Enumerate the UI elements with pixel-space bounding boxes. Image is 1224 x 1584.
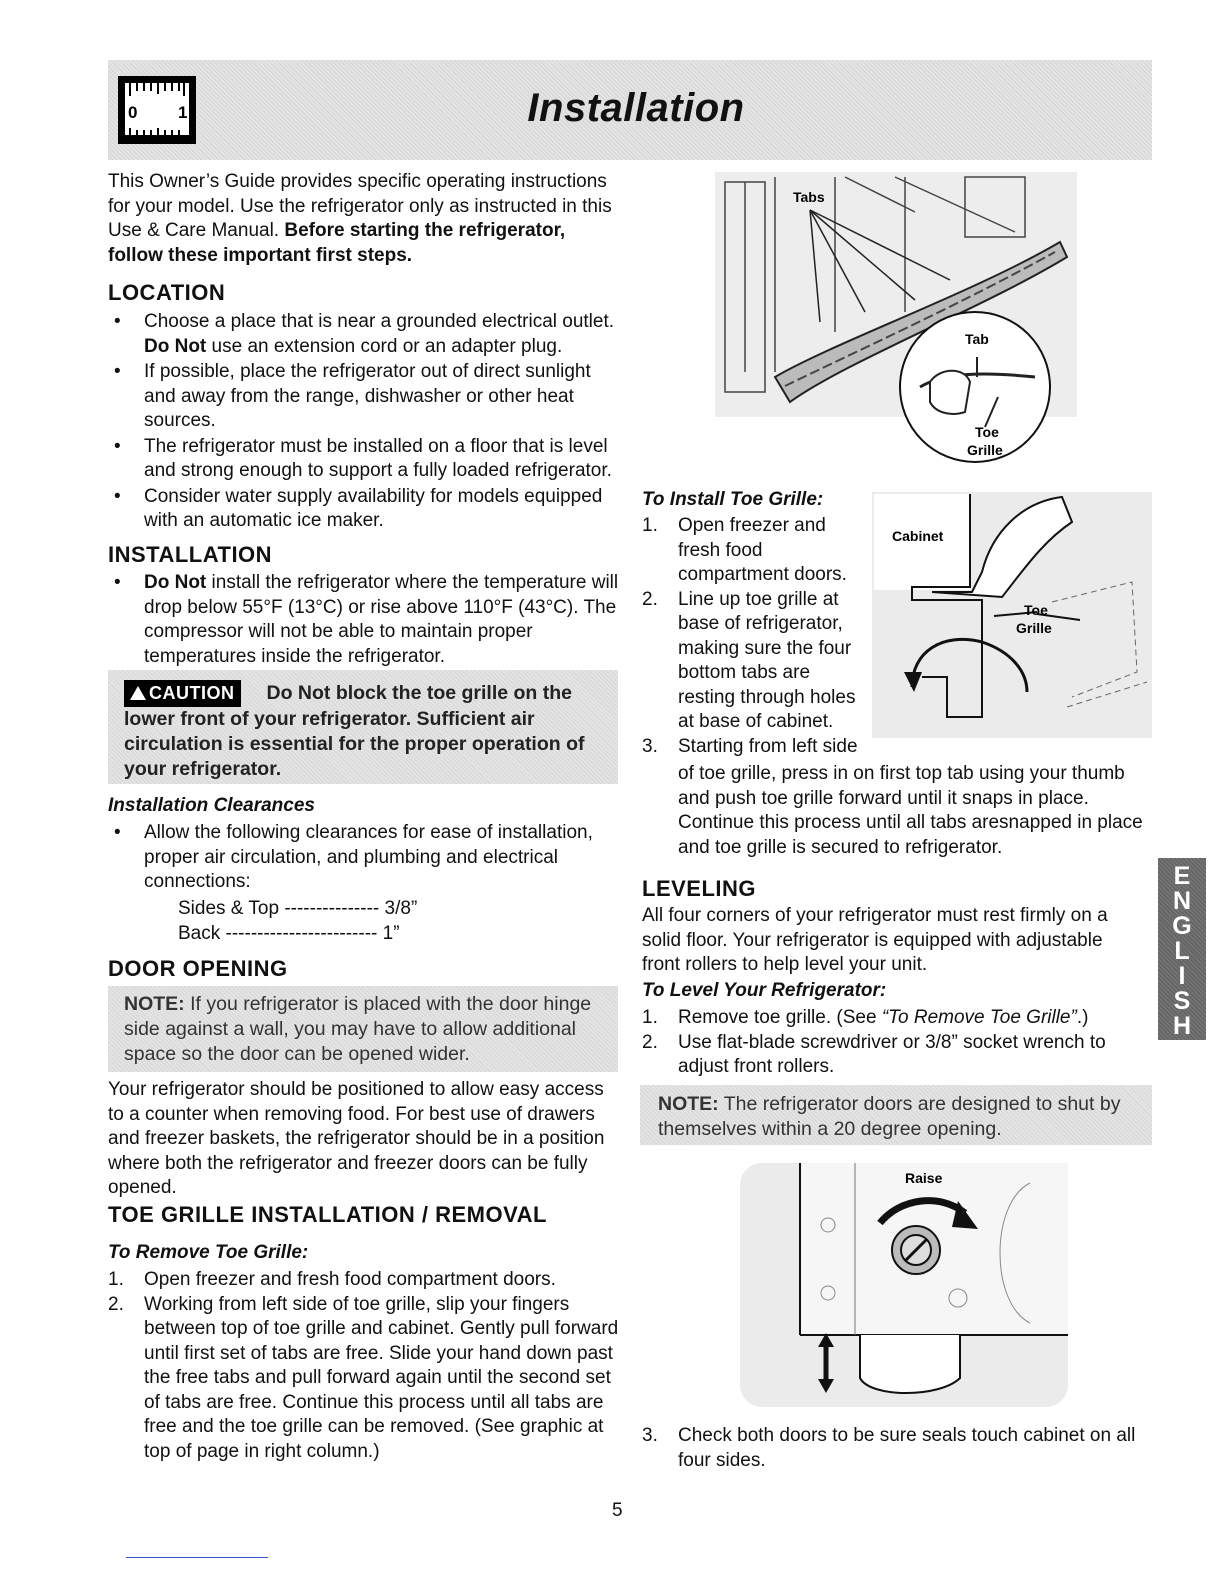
caution-badge: CAUTION xyxy=(124,680,241,707)
list-item: 3. Check both doors to be sure seals touch cabinet on all four sides. xyxy=(642,1425,1136,1471)
list-item: • Do Not install the refrigerator where the temperature will drop below 55°F (13°C) or rise above 110°F (43°C). The compressor will not be able to maintain proper temperatures inside the refrigerator. xyxy=(108,571,620,669)
list-item: 3. Starting from left side xyxy=(642,735,858,757)
remove-steps xyxy=(108,1268,622,1464)
door-opening-text: Your refrigerator should be positioned to allow easy access to a counter when removing food. For best use of drawers and freezer baskets, the refrigerator should be in a position where both the refrigerator and freezer doors can be fully opened. xyxy=(108,1079,605,1198)
list-item: 2. Use flat-blade screwdriver or 3/8” socket wrench to adjust front rollers. xyxy=(642,1031,1106,1077)
list-item: 1. Remove toe grille. (See “To Remove Toe Grille”.) xyxy=(642,1007,1089,1028)
intro-paragraph xyxy=(108,170,618,268)
location-list xyxy=(108,310,620,535)
leveling-heading: LEVELING xyxy=(642,876,757,901)
raise-illustration xyxy=(740,1163,1068,1407)
list-item: • Allow the following clearances for ease of installation, proper air circulation, and plumbing and electrical connections: xyxy=(108,821,620,895)
door-opening-heading: DOOR OPENING xyxy=(108,956,288,981)
cabinet-illustration xyxy=(872,492,1152,738)
page-number: 5 xyxy=(612,1500,623,1521)
toe-grille-illustration xyxy=(715,172,1077,490)
door-note: NOTE: If you refrigerator is placed with the door hinge side against a wall, you may have to allow additional space so the door can be opened wider. xyxy=(124,993,592,1065)
installation-heading: INSTALLATION xyxy=(108,542,273,567)
caution-content xyxy=(124,680,608,782)
install-step3-continued: of toe grille, press in on first top tab using your thumb and push toe grille forward until it snaps in place. Continue this process until all tabs aresnapped in place and toe grille is secured to refrigerator. xyxy=(678,763,1143,858)
label-grille: Grille xyxy=(967,442,1003,458)
page-title: Installation xyxy=(527,86,745,130)
install-steps xyxy=(642,514,872,759)
label-tabs: Tabs xyxy=(793,189,825,205)
clearance-row: Back ------------------------ 1” xyxy=(178,923,400,944)
list-item: • The refrigerator must be installed on a floor that is level and strong enough to support a fully loaded refrigerator. xyxy=(108,435,620,484)
list-item: 1. Open freezer and fresh food compartment doors. xyxy=(108,1269,556,1290)
level-step3 xyxy=(642,1424,1154,1473)
toe-grille-heading: TOE GRILLE INSTALLATION / REMOVAL xyxy=(108,1202,547,1227)
ruler-label-left: 0 xyxy=(128,103,138,122)
list-item: 2. Line up toe grille at base of refrigerator, making sure the four bottom tabs are resting through holes at base of cabinet. xyxy=(642,588,856,732)
install-heading: To Install Toe Grille: xyxy=(642,489,824,510)
list-item: • Consider water supply availability for models equipped with an automatic ice maker. xyxy=(108,485,620,534)
list-item: 1. Open freezer and fresh food compartment doors. xyxy=(642,515,847,585)
level-steps xyxy=(642,1006,1122,1080)
intro-bold: Before starting the refrigerator, follow these important first steps. xyxy=(108,220,566,266)
clearance-row: Sides & Top --------------- 3/8” xyxy=(178,898,418,919)
ruler-label-right: 1 xyxy=(178,103,188,122)
label-toe: Toe xyxy=(1024,602,1048,618)
clearances-list xyxy=(108,821,620,896)
language-tab-label: ENGLISH xyxy=(1168,861,1196,1037)
installation-list xyxy=(108,571,620,670)
list-item: • Choose a place that is near a grounded electrical outlet. Do Not use an extension cord or an adapter plug. xyxy=(108,310,620,359)
location-heading: LOCATION xyxy=(108,280,226,305)
label-grille: Grille xyxy=(1016,620,1052,636)
caution-text: Do Not block the toe grille on the lower front of your refrigerator. Sufficient air circulation is essential for the proper operation of your refrigerator. xyxy=(124,682,585,780)
list-item: • If possible, place the refrigerator out of direct sunlight and away from the range, dishwasher or other heat sources. xyxy=(108,360,620,434)
label-tab: Tab xyxy=(965,331,989,347)
leveling-note: NOTE: The refrigerator doors are designed to shut by themselves within a 20 degree opening. xyxy=(658,1093,1121,1140)
level-heading: To Level Your Refrigerator: xyxy=(642,980,887,1001)
label-raise: Raise xyxy=(905,1170,943,1186)
remove-heading: To Remove Toe Grille: xyxy=(108,1242,309,1263)
intro-text: This Owner’s Guide provides specific operating instructions for your model. Use the refrigerator only as instructed in this Use & Care Manual. xyxy=(108,171,612,241)
language-tab xyxy=(1158,858,1206,1040)
warning-icon xyxy=(130,686,146,700)
label-cabinet: Cabinet xyxy=(892,528,944,544)
footer-line xyxy=(126,1557,268,1558)
leveling-text: All four corners of your refrigerator must rest firmly on a solid floor. Your refrigerator is equipped with adjustable front rollers to help level your unit. xyxy=(642,905,1108,975)
label-toe: Toe xyxy=(975,424,999,440)
clearances-heading: Installation Clearances xyxy=(108,795,315,816)
list-item: 2. Working from left side of toe grille, slip your fingers between top of toe grille and cabinet. Gently pull forward until first set of tabs are free. Slide your hand down past the free tabs and pull forward again until the second set of tabs are free. Continue this process until all tabs are free and the toe grille can be removed. (See graphic at top of page in right column.) xyxy=(108,1293,619,1462)
